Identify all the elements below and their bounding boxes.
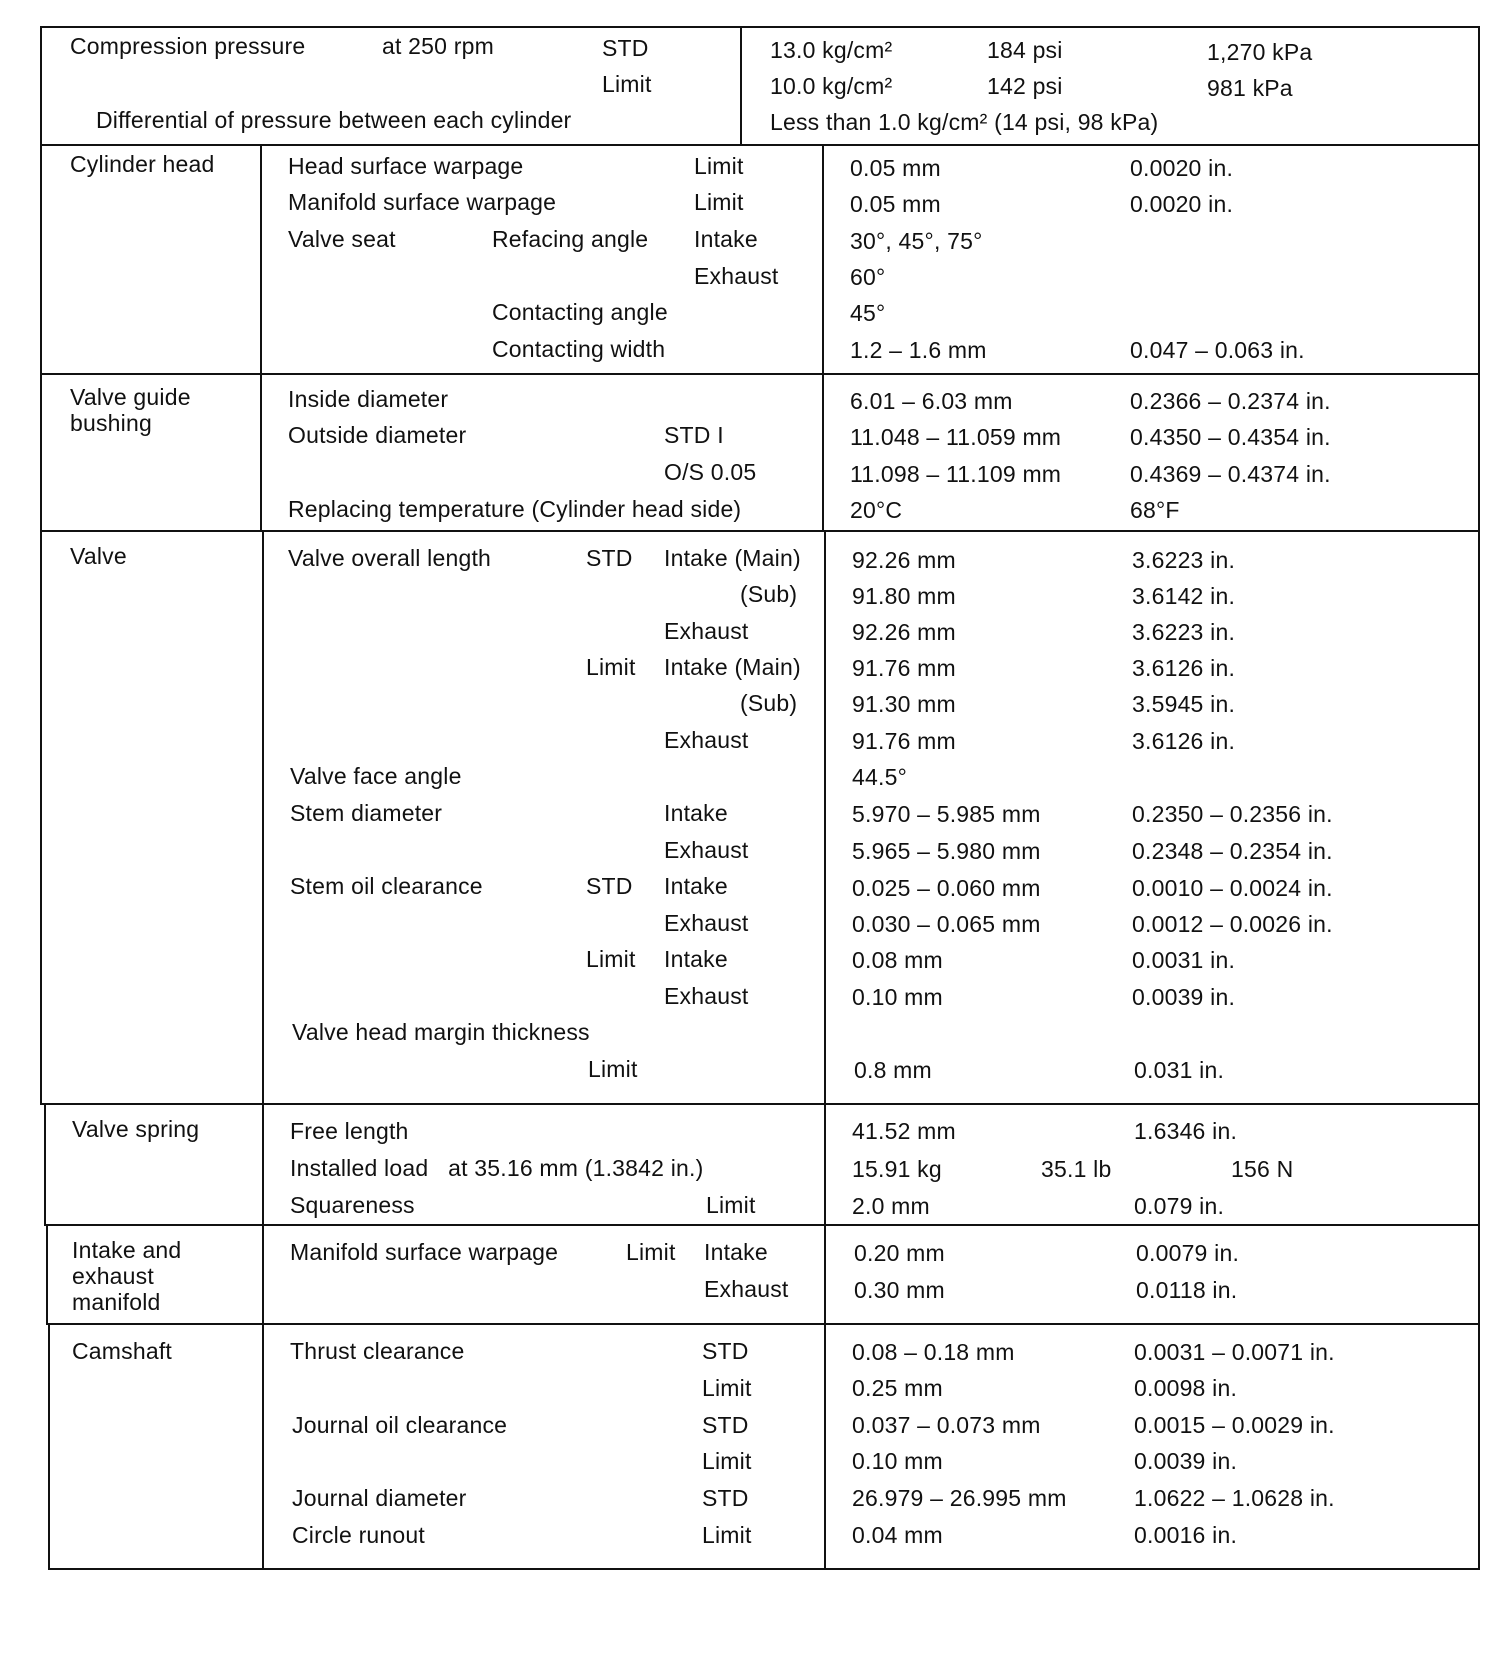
spec-imperial: 0.0016 in. (1134, 1522, 1238, 1548)
spec-imperial: 0.0015 – 0.0029 in. (1134, 1412, 1335, 1438)
spec-imperial: 0.0010 – 0.0024 in. (1132, 875, 1333, 901)
spec-metric: 0.08 – 0.18 mm (852, 1339, 1015, 1365)
spec-subitem: Contacting angle (492, 299, 668, 325)
spec-condition: Exhaust (664, 837, 749, 863)
spec-item: Squareness (290, 1192, 415, 1218)
spec-item: Stem oil clearance (290, 873, 483, 899)
spec-metric: 0.05 mm (850, 155, 941, 181)
spec-imperial: 0.2350 – 0.2356 in. (1132, 801, 1333, 827)
spec-imperial: 0.0020 in. (1130, 155, 1234, 181)
spec-item: Inside diameter (288, 386, 449, 412)
spec-imperial: 68°F (1130, 497, 1180, 523)
spec-imperial: 0.0020 in. (1130, 191, 1234, 217)
spec-item: Valve face angle (290, 763, 462, 789)
spec-item: Manifold surface warpage (290, 1239, 559, 1265)
spec-metric: 0.10 mm (852, 1448, 943, 1474)
compression-limit-label: Limit (602, 71, 652, 97)
spec-metric: 0.05 mm (850, 191, 941, 217)
spec-metric: 2.0 mm (852, 1193, 930, 1219)
spec-metric: 20°C (850, 497, 903, 523)
spec-metric: 45° (850, 300, 886, 326)
compression-limit-kpa: 981 kPa (1207, 75, 1293, 101)
compression-std-kpa: 1,270 kPa (1207, 39, 1313, 65)
compression-section (40, 26, 1480, 146)
spec-std: Limit (586, 654, 636, 680)
spec-std: STD (586, 873, 633, 899)
section-title: Cylinder head (70, 151, 215, 177)
spec-metric: 91.30 mm (852, 691, 956, 717)
spec-condition: Exhaust (664, 910, 749, 936)
spec-metric: 0.08 mm (852, 947, 943, 973)
spec-condition: Limit (694, 189, 744, 215)
spec-metric: 91.80 mm (852, 583, 956, 609)
spec-condition: Intake (704, 1239, 768, 1265)
spec-metric: 92.26 mm (852, 619, 956, 645)
spec-condition: Intake (Main) (664, 545, 801, 571)
spec-imperial: 0.0039 in. (1134, 1448, 1238, 1474)
differential-value: Less than 1.0 kg/cm² (14 psi, 98 kPa) (770, 109, 1159, 135)
spec-item: Thrust clearance (290, 1338, 465, 1364)
spec-metric: 0.030 – 0.065 mm (852, 911, 1041, 937)
section-title-line: Intake and (72, 1237, 182, 1263)
spec-condition: STD (702, 1338, 749, 1364)
section-title: Valve spring (72, 1116, 200, 1142)
spec-table (40, 26, 1480, 1641)
spec-item: Journal oil clearance (292, 1412, 508, 1438)
spec-imperial: 3.6126 in. (1132, 728, 1236, 754)
compression-rpm: at 250 rpm (382, 33, 494, 59)
spec-condition: Exhaust (664, 983, 749, 1009)
spec-metric: 0.25 mm (852, 1375, 943, 1401)
spec-metric: 30°, 45°, 75° (850, 228, 983, 254)
spec-imperial: 3.5945 in. (1132, 691, 1236, 717)
spec-imperial: 3.6223 in. (1132, 619, 1236, 645)
spec-condition: Intake (694, 226, 758, 252)
spec-condition: Limit (706, 1192, 756, 1218)
spec-imperial: 0.0031 – 0.0071 in. (1134, 1339, 1335, 1365)
spec-metric: 41.52 mm (852, 1118, 956, 1144)
spec-condition: Limit (702, 1375, 752, 1401)
spec-imperial: 0.4369 – 0.4374 in. (1130, 461, 1331, 487)
spec-imperial: 3.6223 in. (1132, 547, 1236, 573)
spec-condition: STD I (664, 422, 724, 448)
spec-metric: 1.2 – 1.6 mm (850, 337, 987, 363)
spec-condition: Exhaust (664, 618, 749, 644)
spec-condition: STD (702, 1412, 749, 1438)
column-divider (822, 146, 824, 373)
spec-imperial: 1.6346 in. (1134, 1118, 1238, 1144)
column-divider (260, 375, 262, 530)
spec-metric: 91.76 mm (852, 655, 956, 681)
valve-guide-section (40, 373, 1480, 532)
spec-metric: 11.048 – 11.059 mm (850, 424, 1062, 450)
column-divider (824, 1325, 826, 1568)
section-title-line: exhaust (72, 1263, 154, 1289)
column-divider (740, 28, 742, 144)
spec-imperial: 0.0098 in. (1134, 1375, 1238, 1401)
column-divider (824, 1105, 826, 1224)
column-divider (262, 1105, 264, 1224)
spec-imperial: 0.031 in. (1134, 1057, 1225, 1083)
spec-condition: (Sub) (740, 581, 798, 607)
section-title: Camshaft (72, 1338, 173, 1364)
valve-section (40, 530, 1480, 1105)
section-title-line: manifold (72, 1289, 161, 1315)
spec-item: Stem diameter (290, 800, 443, 826)
column-divider (262, 532, 264, 1103)
column-divider (822, 375, 824, 530)
differential-label: Differential of pressure between each cylinder (96, 107, 572, 133)
spec-imperial: 0.0118 in. (1136, 1277, 1238, 1303)
spec-imperial: 0.0012 – 0.0026 in. (1132, 911, 1333, 937)
spec-subitem: Contacting width (492, 336, 666, 362)
spec-metric: 6.01 – 6.03 mm (850, 388, 1013, 414)
spec-metric: 92.26 mm (852, 547, 956, 573)
spec-metric: 15.91 kg (852, 1156, 942, 1182)
spec-std: STD (586, 545, 633, 571)
spec-item: Valve overall length (288, 545, 492, 571)
spec-imperial: 0.2366 – 0.2374 in. (1130, 388, 1331, 414)
section-title: Valve (70, 543, 127, 569)
spec-item: Outside diameter (288, 422, 467, 448)
spec-metric: 60° (850, 264, 886, 290)
spec-item: Head surface warpage (288, 153, 524, 179)
spec-condition: Intake (664, 946, 728, 972)
spec-item: Installed load at 35.16 mm (1.3842 in.) (290, 1155, 704, 1181)
compression-std-label: STD (602, 35, 649, 61)
spec-condition: Exhaust (704, 1276, 789, 1302)
spec-condition: Intake (664, 873, 728, 899)
spec-item: Free length (290, 1118, 409, 1144)
spec-item: Manifold surface warpage (288, 189, 557, 215)
spec-imperial: 0.2348 – 0.2354 in. (1132, 838, 1333, 864)
spec-imperial: 0.0039 in. (1132, 984, 1236, 1010)
compression-std-metric: 13.0 kg/cm² (770, 37, 893, 63)
spec-condition: Intake (664, 800, 728, 826)
spec-condition: Exhaust (694, 263, 779, 289)
spec-metric: 0.037 – 0.073 mm (852, 1412, 1041, 1438)
manifold-section (46, 1224, 1480, 1325)
spec-imperial: 0.4350 – 0.4354 in. (1130, 424, 1331, 450)
spec-condition: Exhaust (664, 727, 749, 753)
spec-imperial: 0.0079 in. (1136, 1240, 1240, 1266)
spec-metric: 5.970 – 5.985 mm (852, 801, 1041, 827)
spec-metric: 0.025 – 0.060 mm (852, 875, 1041, 901)
spec-metric: 0.30 mm (854, 1277, 945, 1303)
section-title-line: bushing (70, 410, 152, 436)
spec-condition: STD (702, 1485, 749, 1511)
spec-imperial: 0.079 in. (1134, 1193, 1225, 1219)
column-divider (262, 1226, 264, 1323)
valve-spring-section (44, 1103, 1480, 1226)
spec-metric: 91.76 mm (852, 728, 956, 754)
spec-subitem: Refacing angle (492, 226, 649, 252)
spec-item: Journal diameter (292, 1485, 467, 1511)
spec-metric: 0.20 mm (854, 1240, 945, 1266)
spec-metric: 11.098 – 11.109 mm (850, 461, 1062, 487)
column-divider (260, 146, 262, 373)
spec-condition: Limit (694, 153, 744, 179)
spec-metric: 0.04 mm (852, 1522, 943, 1548)
spec-item: Valve seat (288, 226, 396, 252)
section-title-line: Valve guide (70, 384, 191, 410)
column-divider (262, 1325, 264, 1568)
spec-std: Limit (588, 1056, 638, 1082)
camshaft-section (48, 1323, 1480, 1570)
column-divider (824, 532, 826, 1103)
spec-condition: Limit (702, 1448, 752, 1474)
spec-item: Valve head margin thickness (292, 1019, 590, 1045)
spec-condition: Limit (702, 1522, 752, 1548)
compression-limit-psi: 142 psi (987, 73, 1063, 99)
spec-condition: (Sub) (740, 690, 798, 716)
spec-metric: 44.5° (852, 764, 907, 790)
spec-imperial: 0.047 – 0.063 in. (1130, 337, 1305, 363)
spec-lb: 35.1 lb (1041, 1156, 1112, 1182)
spec-imperial: 3.6126 in. (1132, 655, 1236, 681)
spec-newton: 156 N (1231, 1156, 1294, 1182)
column-divider (824, 1226, 826, 1323)
spec-metric: 5.965 – 5.980 mm (852, 838, 1041, 864)
spec-item: Circle runout (292, 1522, 425, 1548)
spec-imperial: 1.0622 – 1.0628 in. (1134, 1485, 1335, 1511)
spec-imperial: 0.0031 in. (1132, 947, 1236, 973)
spec-std: Limit (626, 1239, 676, 1265)
compression-limit-metric: 10.0 kg/cm² (770, 73, 893, 99)
cylinder-head-section (40, 144, 1480, 375)
spec-std: Limit (586, 946, 636, 972)
spec-condition: O/S 0.05 (664, 459, 757, 485)
spec-imperial: 3.6142 in. (1132, 583, 1236, 609)
spec-condition: Intake (Main) (664, 654, 801, 680)
spec-metric: 0.8 mm (854, 1057, 932, 1083)
spec-metric: 0.10 mm (852, 984, 943, 1010)
spec-item: Replacing temperature (Cylinder head side) (288, 496, 742, 522)
compression-std-psi: 184 psi (987, 37, 1063, 63)
compression-label: Compression pressure (70, 33, 306, 59)
spec-metric: 26.979 – 26.995 mm (852, 1485, 1067, 1511)
